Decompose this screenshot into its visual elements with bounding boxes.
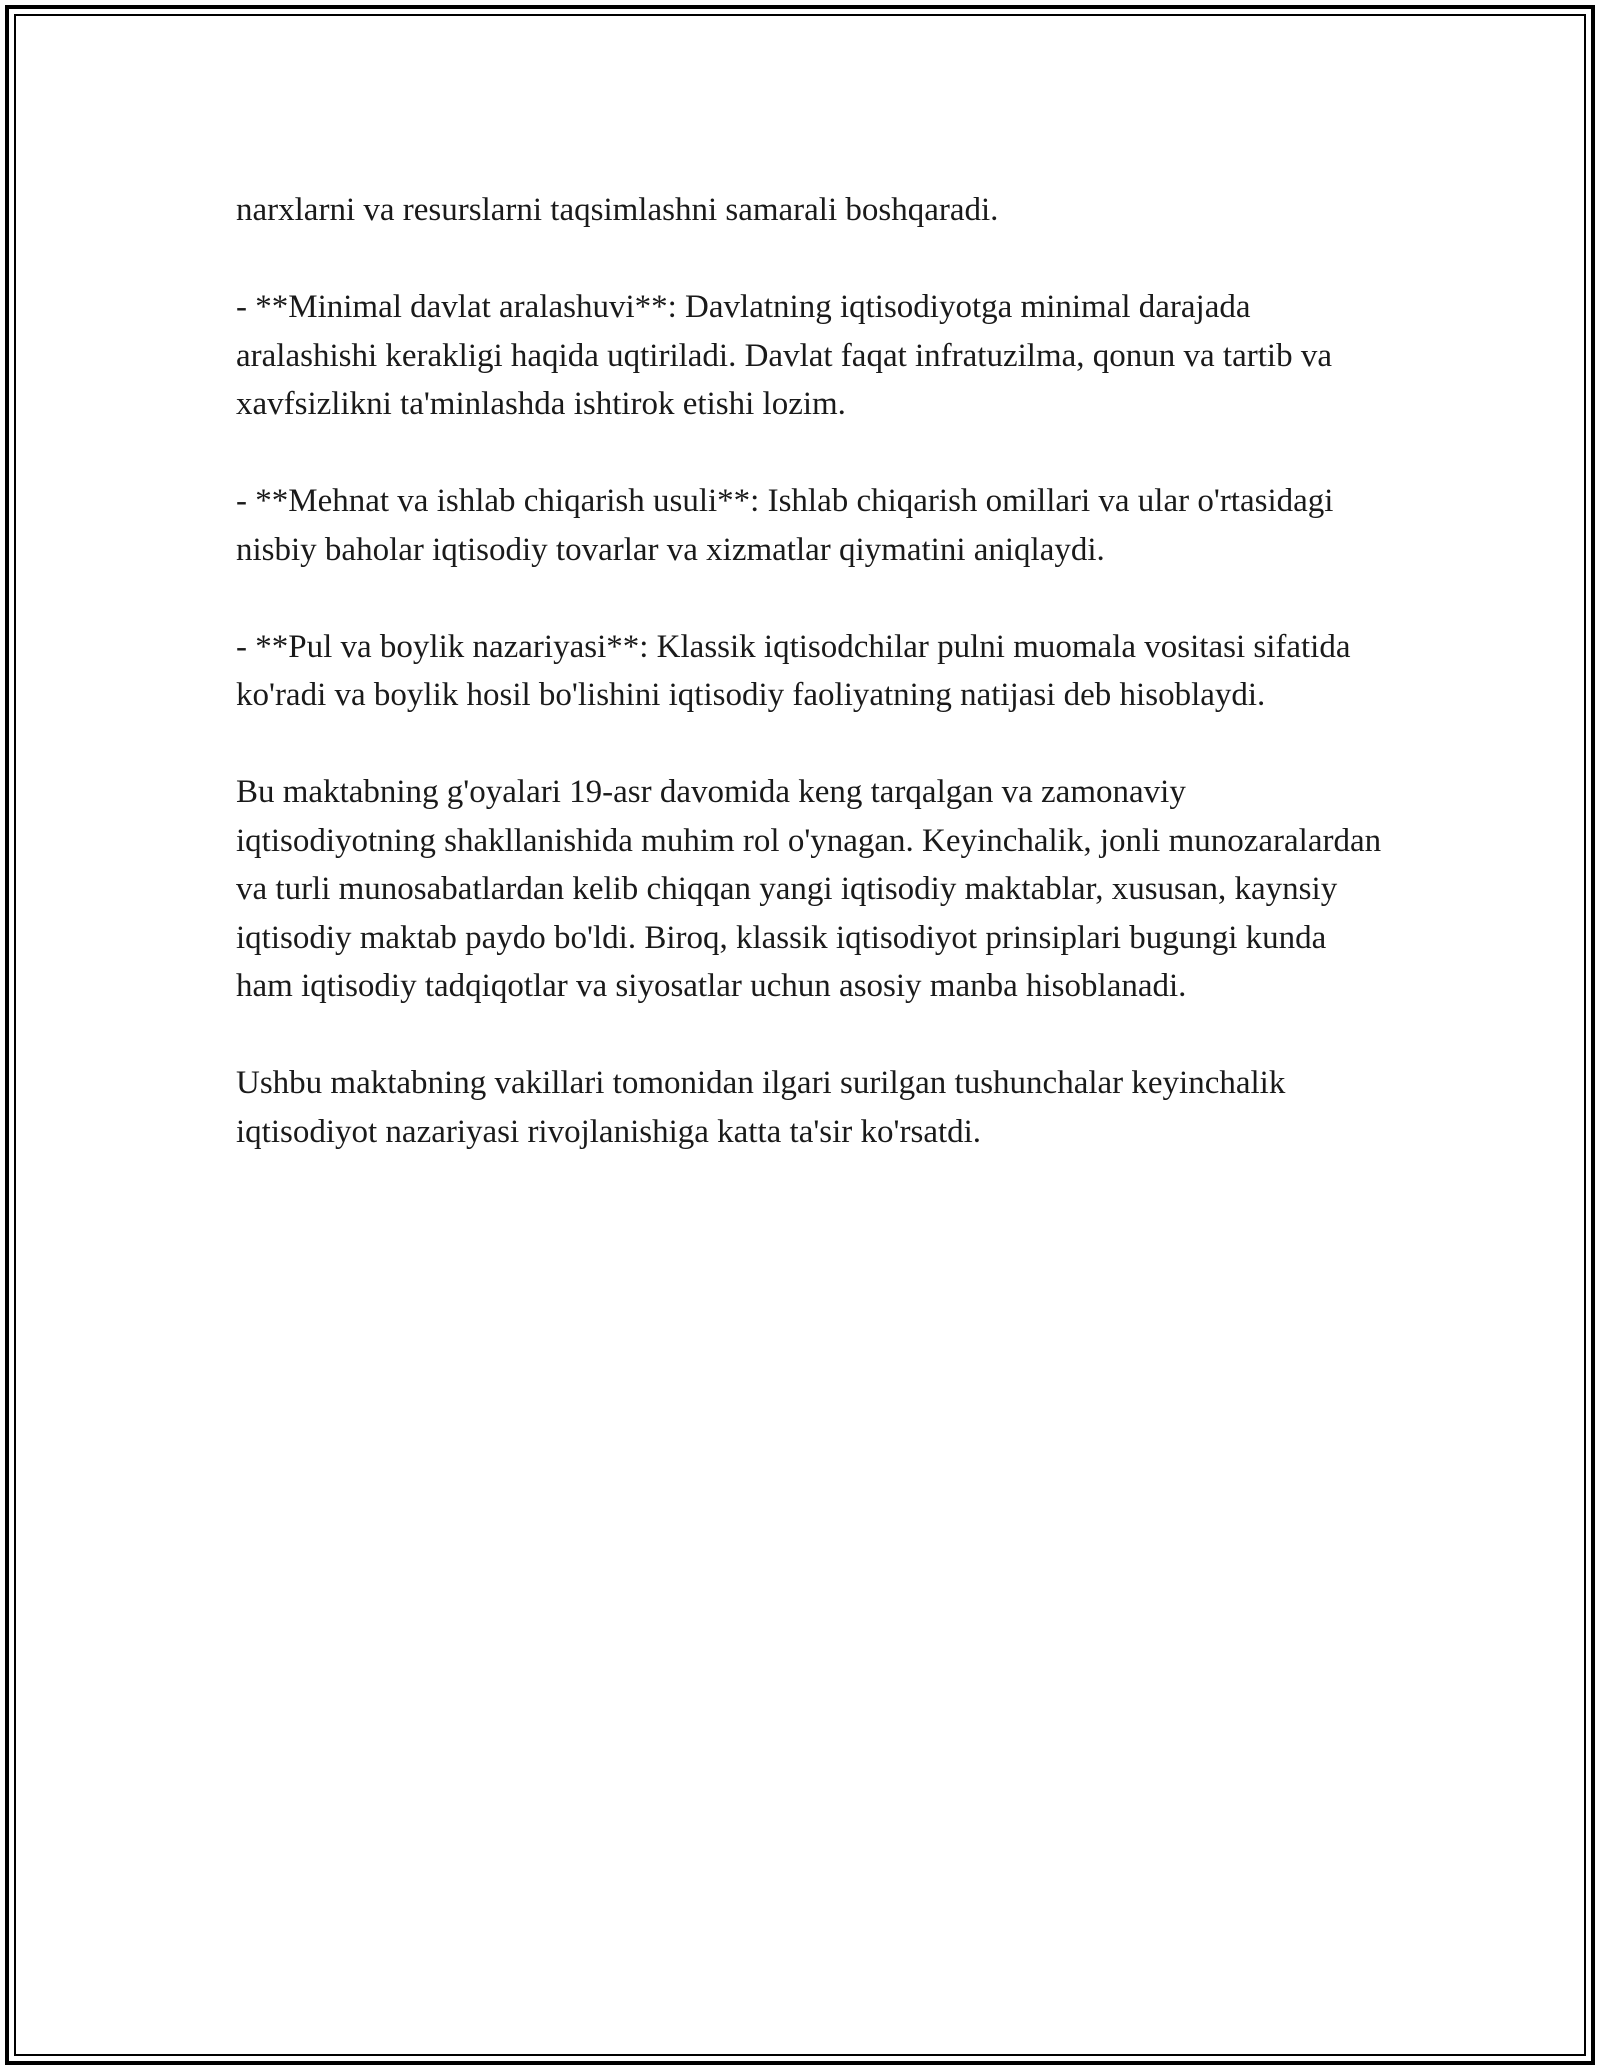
paragraph-school-legacy: Bu maktabning g'oyalari 19-asr davomida keng tarqalgan va zamonaviy iqtisodiyotning shakllanishida muhim rol o'ynagan. Keyinchalik, jonli munozaralardan va turli munosabatlardan kelib chiqqan yangi iqtisodiy maktablar, xususan, kaynsiy iqtisodiy maktab paydo bo'ldi. Biroq, klassik iqtisodiyot prinsiplari bugungi kunda ham iqtisodiy tadqiqotlar va siyosatlar uchun asosiy manba hisoblanadi. — [236, 774, 1382, 1004]
bullet-minimal-state-intervention: - **Minimal davlat aralashuvi**: Davlatning iqtisodiyotga minimal darajada aralashishi kerakligi haqida uqtiriladi. Davlat faqat infratuzilma, qonun va tartib va xavfsizlikni ta'minlashda ishtirok etishi lozim. — [236, 289, 1332, 422]
bullet-labor-and-production: - **Mehnat va ishlab chiqarish usuli**: Ishlab chiqarish omillari va ular o'rtasidagi nisbiy baholar iqtisodiy tovarlar va xizmatlar qiymatini aniqlaydi. — [236, 483, 1334, 568]
paragraph-conclusion: Ushbu maktabning vakillari tomonidan ilgari surilgan tushunchalar keyinchalik iqtisodiyot nazariyasi rivojlanishiga katta ta'sir ko'rsatdi. — [236, 1065, 1286, 1150]
paragraph-continuation: narxlarni va resurslarni taqsimlashni samarali boshqaradi. — [236, 192, 999, 228]
page-content — [236, 186, 1386, 1205]
bullet-money-and-wealth: - **Pul va boylik nazariyasi**: Klassik iqtisodchilar pulni muomala vositasi sifatida ko'radi va boylik hosil bo'lishini iqtisodiy faoliyatning natijasi deb hisoblaydi. — [236, 628, 1351, 713]
